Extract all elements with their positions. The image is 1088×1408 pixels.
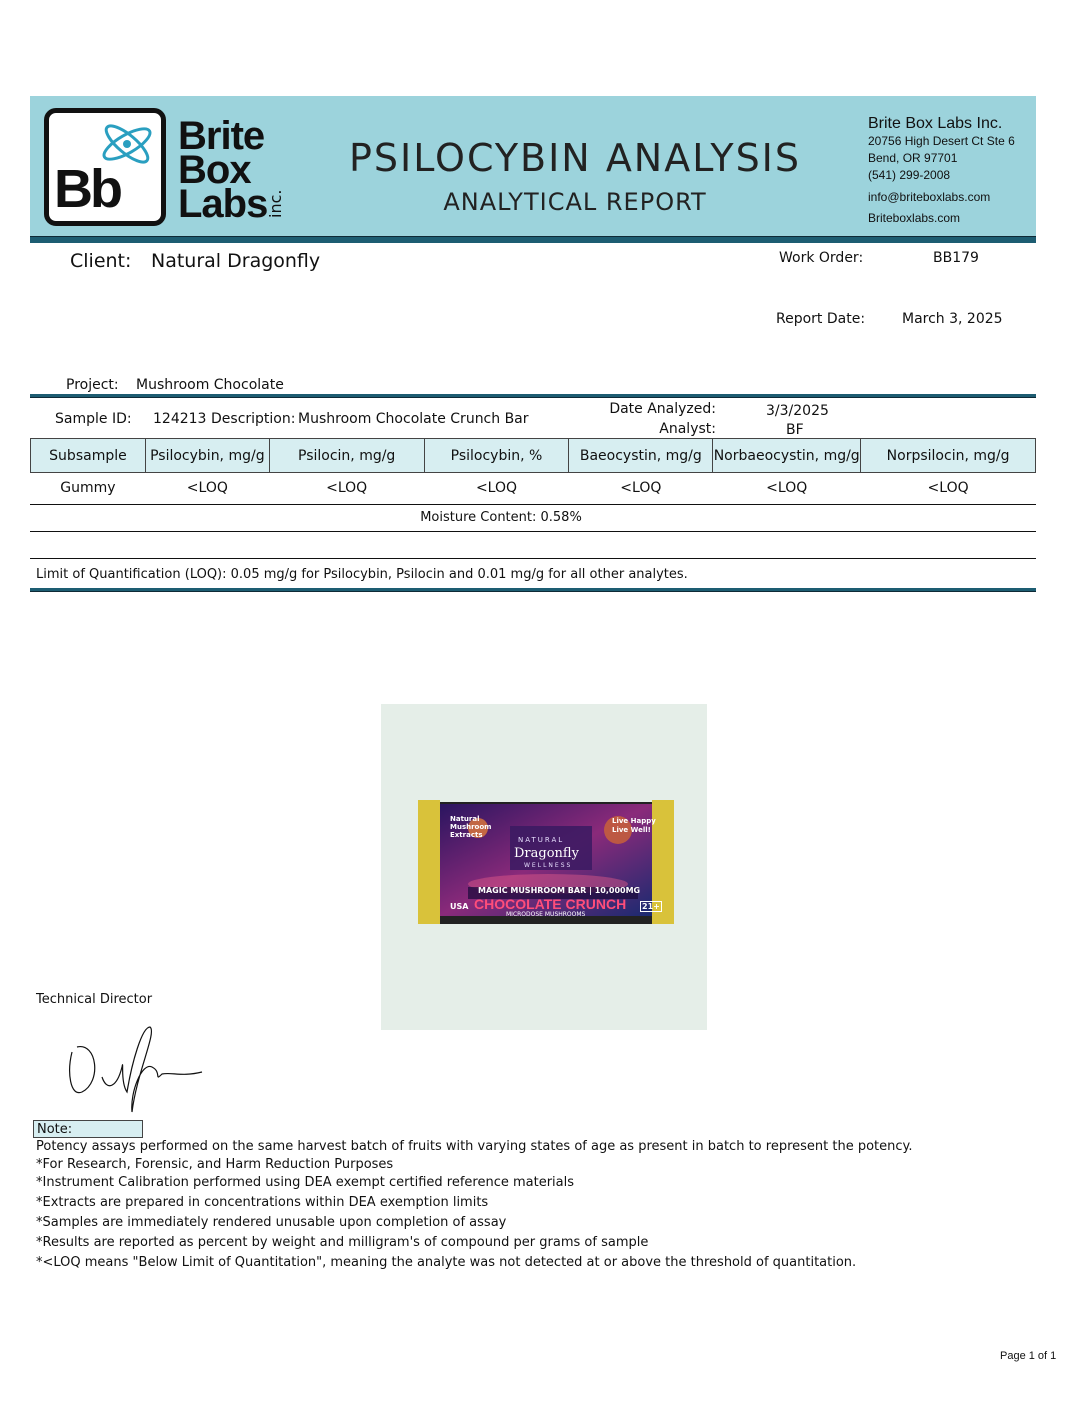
report-date-label: Report Date: (776, 311, 866, 327)
company-email[interactable]: info@briteboxlabs.com (868, 190, 991, 204)
bar-origin: USA (450, 902, 469, 911)
date-analyzed-label: Date Analyzed: (609, 401, 716, 417)
logo-word-brite: Brite (178, 114, 265, 158)
project-value: Mushroom Chocolate (136, 377, 284, 393)
table-row (31, 473, 1036, 504)
report-subtitle: ANALYTICAL REPORT (443, 188, 707, 216)
report-date-value: March 3, 2025 (902, 311, 1003, 327)
bar-product: CHOCOLATE CRUNCH (474, 896, 627, 912)
bar-brand-top: NATURAL (518, 836, 565, 844)
client-label: Client: (70, 250, 132, 272)
client-name: Natural Dragonfly (151, 250, 321, 272)
bar-brand-sub: WELLNESS (524, 862, 573, 869)
note-line: *Extracts are prepared in concentrations within DEA exemption limits (36, 1195, 489, 1210)
analyst-label: Analyst: (659, 421, 716, 437)
col-norbaeocystin-mg: Norbaeocystin, mg/g (713, 439, 861, 473)
report-title: PSILOCYBIN ANALYSIS (348, 136, 802, 180)
logo-inc: inc. (266, 189, 285, 218)
col-psilocybin-pct: Psilocybin, % (424, 439, 569, 473)
signature-image (62, 1022, 212, 1122)
note-label: Note: (33, 1120, 143, 1138)
sample-id-value: 124213 (153, 411, 207, 427)
company-address-1: 20756 High Desert Ct Ste 6 (868, 134, 1015, 148)
date-analyzed-value: 3/3/2025 (766, 403, 829, 419)
cell-psilocybin-pct: <LOQ (475, 480, 518, 496)
work-order-label: Work Order: (779, 250, 864, 266)
company-name: Brite Box Labs Inc. (868, 115, 1003, 132)
project-label: Project: (66, 377, 119, 393)
bar-age: 21+ (642, 902, 660, 911)
header-rule (30, 236, 1036, 243)
table-rule-1 (30, 504, 1036, 505)
cell-psilocin-mg: <LOQ (326, 480, 368, 496)
loq-rule (30, 588, 1036, 592)
moisture-content: Moisture Content: 0.58% (420, 510, 582, 525)
col-psilocybin-mg: Psilocybin, mg/g (145, 439, 269, 473)
project-rule (30, 394, 1036, 398)
bar-line: MAGIC MUSHROOM BAR | 10,000MG (478, 886, 641, 895)
description-label: Description: (211, 411, 296, 427)
note-line: *For Research, Forensic, and Harm Reduction Purposes (36, 1157, 394, 1172)
cell-subsample: Gummy (60, 480, 116, 496)
results-table (30, 438, 1036, 503)
cell-psilocybin-mg: <LOQ (186, 480, 228, 496)
sample-id-label: Sample ID: (55, 411, 132, 427)
col-baeocystin-mg: Baeocystin, mg/g (569, 439, 713, 473)
logo-word-box: Box (178, 148, 251, 192)
table-rule-3 (30, 558, 1036, 559)
bar-product-sub: MICRODOSE MUSHROOMS (506, 911, 586, 918)
analyst-value: BF (786, 422, 804, 438)
note-line: *Samples are immediately rendered unusable upon completion of assay (36, 1215, 507, 1230)
company-phone: (541) 299-2008 (868, 168, 951, 182)
cell-norpsilocin-mg: <LOQ (927, 480, 969, 496)
cell-norbaeocystin-mg: <LOQ (766, 480, 808, 496)
cell-baeocystin-mg: <LOQ (620, 480, 662, 496)
table-rule-2 (30, 531, 1036, 532)
col-psilocin-mg: Psilocin, mg/g (269, 439, 424, 473)
work-order-value: BB179 (933, 250, 979, 266)
col-subsample: Subsample (31, 439, 146, 473)
company-website[interactable]: Briteboxlabs.com (868, 211, 961, 225)
bar-left-text: Natural Mushroom Extracts (450, 815, 492, 839)
page-number: Page 1 of 1 (1000, 1350, 1057, 1362)
note-line: *Results are reported as percent by weight and milligram's of compound per grams of sample (36, 1235, 649, 1250)
logo-word-labs: Labs (178, 182, 268, 226)
description-value: Mushroom Chocolate Crunch Bar (298, 411, 529, 427)
note-line: *<LOQ means "Below Limit of Quantitation", meaning the analyte was not detected at or above the threshold of quantitation. (36, 1255, 857, 1270)
note-line: *Instrument Calibration performed using DEA exempt certified reference materials (36, 1175, 575, 1190)
bar-brand: Dragonfly (514, 846, 579, 861)
bar-right-text: Live Happy Live Well! (612, 817, 656, 834)
signature-title: Technical Director (36, 992, 153, 1007)
loq-note: Limit of Quantification (LOQ): 0.05 mg/g for Psilocybin, Psilocin and 0.01 mg/g for all other analytes. (36, 567, 688, 582)
table-header-row (31, 439, 1036, 473)
col-norpsilocin-mg: Norpsilocin, mg/g (861, 439, 1036, 473)
logo-mark: Bb (54, 159, 120, 219)
note-line: Potency assays performed on the same harvest batch of fruits with varying states of age as present in batch to represent the potency. (36, 1139, 913, 1154)
company-address-2: Bend, OR 97701 (868, 151, 958, 165)
